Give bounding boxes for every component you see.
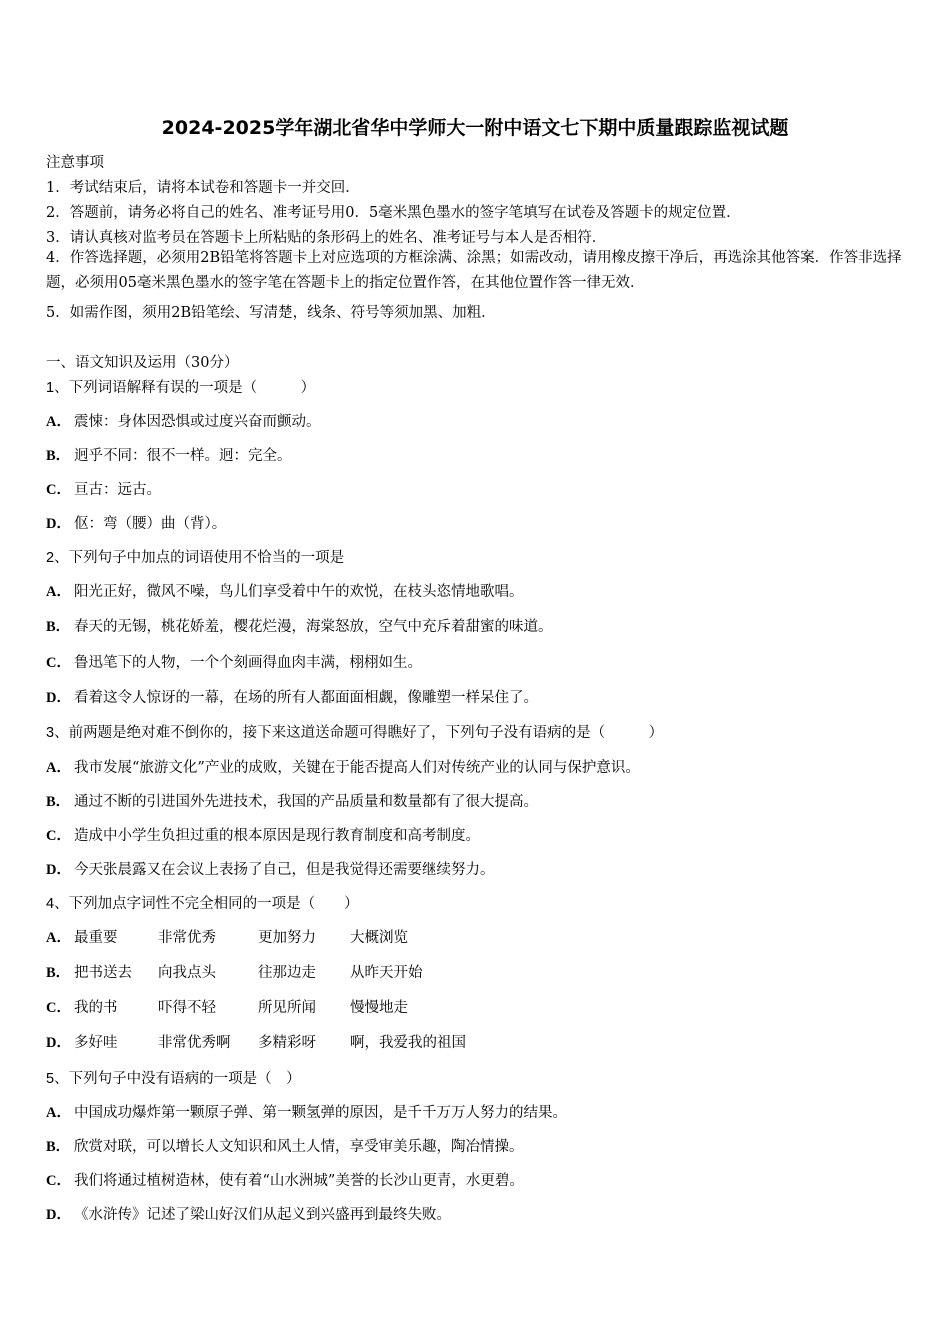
notice-item: 3．请认真核对监考员在答题卡上所粘贴的条形码上的姓名、准考证号与本人是否相符． [46,230,607,246]
notice-item: 4．作答选择题，必须用2B铅笔将答题卡上对应选项的方框涂满、涂黑；如需改动，请用橡皮擦干净后，再选涂其他答案．作答非选择题，必须用05毫米黑色墨水的签字笔在答题卡上的指定位置作答，在其他位置作答一律无效． [46,250,902,291]
question-stem [46,1067,301,1088]
option-text: 鲁迅笔下的人物，一个个刻画得血肉丰满，栩栩如生。 [74,655,422,671]
option-label: D． [46,862,71,878]
option-text: 震悚：身体因恐惧或过度兴奋而颤动。 [74,414,321,430]
option-label: C． [46,828,71,844]
option-label: A． [46,760,71,776]
word-cell: 啊，我爱我的祖国 [350,1035,466,1051]
word-cell: 大概浏览 [350,930,408,946]
option-label: B． [46,448,71,464]
option-label: A． [46,584,71,600]
word-cell: 所见所闻 [258,1000,316,1016]
option-text: 通过不断的引进国外先进技术，我国的产品质量和数量都有了很大提高。 [74,794,538,810]
option-label: A． [46,414,71,430]
question-stem [46,376,315,397]
question-text: 前两题是绝对难不倒你的，接下来这道送命题可得瞧好了，下列句子没有语病的是（ ） [68,725,664,741]
question-stem [46,892,359,913]
answer-option [46,512,226,533]
option-text: 迥乎不同：很不一样。迥：完全。 [74,448,292,464]
option-label: C． [46,655,71,671]
notice-item: 2．答题前，请务必将自己的姓名、准考证号用0．5毫米黑色墨水的签字笔填写在试卷及答题卡的规定位置． [46,205,741,221]
answer-option [46,410,321,431]
word-cell: 多精彩呀 [258,1035,316,1051]
answer-option [46,444,292,465]
word-cell: 我的书 [74,1000,118,1016]
answer-option [46,756,640,777]
word-cell: 多好哇 [74,1035,118,1051]
question-number: 4、 [46,896,69,912]
answer-option [46,651,422,672]
option-text: 我们将通过植树造林，使有着“山水洲城”美誉的长沙山更青，水更碧。 [74,1173,524,1189]
answer-option [46,1203,451,1224]
word-cell: 往那边走 [258,965,316,981]
option-label: A． [46,1105,71,1121]
question-number: 1、 [46,380,69,396]
option-text: 看着这令人惊讶的一幕，在场的所有人都面面相觑，像雕塑一样呆住了。 [74,690,538,706]
notice-item: 1．考试结束后，请将本试卷和答题卡一并交回． [46,180,360,196]
question-number: 2、 [46,550,69,566]
word-row [46,1031,466,1052]
notice-heading: 注意事项 [46,155,104,171]
section-heading: 一、语文知识及运用（30分） [46,355,239,371]
answer-option [46,1135,524,1156]
word-cell: 慢慢地走 [350,1000,408,1016]
option-text: 亘古：远古。 [74,482,161,498]
option-text: 春天的无锡，桃花娇羞，樱花烂漫，海棠怒放，空气中充斥着甜蜜的味道。 [74,619,553,635]
word-cell: 非常优秀 [158,930,216,946]
answer-option [46,790,538,811]
option-label: C． [46,482,71,498]
word-cell: 向我点头 [158,965,216,981]
question-text: 下列句子中加点的词语使用不恰当的一项是 [68,550,345,566]
answer-option [46,1101,567,1122]
question-stem [46,546,344,567]
notice-item: 5．如需作图，须用2B铅笔绘、写清楚，线条、符号等须加黑、加粗． [46,305,496,321]
word-cell: 把书送去 [74,965,132,981]
answer-option [46,858,495,879]
option-label: A． [46,930,71,946]
option-label: B． [46,965,71,981]
answer-option [46,824,480,845]
option-text: 造成中小学生负担过重的根本原因是现行教育制度和高考制度。 [74,828,480,844]
option-text: 今天张晨露又在会议上表扬了自己，但是我觉得还需要继续努力。 [74,862,495,878]
option-text: 阳光正好，微风不噪，鸟儿们享受着中午的欢悦，在枝头恣情地歌唱。 [74,584,524,600]
answer-option [46,478,161,499]
question-text: 下列加点字词性不完全相同的一项是（ ） [68,896,359,912]
option-text: 我市发展“旅游文化”产业的成败，关键在于能否提高人们对传统产业的认同与保护意识。 [74,760,640,776]
option-label: D． [46,690,71,706]
option-text: 《水浒传》记述了梁山好汉们从起义到兴盛再到最终失败。 [74,1207,451,1223]
question-number: 5、 [46,1071,69,1087]
word-row [46,996,408,1017]
option-label: B． [46,1139,71,1155]
question-text: 下列句子中没有语病的一项是（ ） [68,1071,301,1087]
option-label: C． [46,1000,71,1016]
page-title: 2024-2025学年湖北省华中学师大一附中语文七下期中质量跟踪监视试题 [161,117,789,139]
answer-option [46,1169,524,1190]
word-row [46,926,408,947]
option-text: 伛：弯（腰）曲（背）。 [74,516,227,532]
option-label: B． [46,619,71,635]
option-label: B． [46,794,71,810]
word-cell: 最重要 [74,930,118,946]
word-cell: 从昨天开始 [350,965,423,981]
option-label: D． [46,1207,71,1223]
word-row [46,961,423,982]
option-label: C． [46,1173,71,1189]
answer-option [46,615,553,636]
answer-option [46,686,538,707]
word-cell: 吓得不轻 [158,1000,216,1016]
answer-option [46,580,524,601]
word-cell: 非常优秀啊 [158,1035,231,1051]
question-number: 3、 [46,725,69,741]
question-text: 下列词语解释有误的一项是（ ） [68,380,316,396]
question-stem [46,721,663,742]
word-cell: 更加努力 [258,930,316,946]
option-label: D． [46,516,71,532]
option-label: D． [46,1035,71,1051]
option-text: 欣赏对联，可以增长人文知识和风土人情，享受审美乐趣，陶冶情操。 [74,1139,524,1155]
option-text: 中国成功爆炸第一颗原子弹、第一颗氢弹的原因，是千千万万人努力的结果。 [74,1105,567,1121]
